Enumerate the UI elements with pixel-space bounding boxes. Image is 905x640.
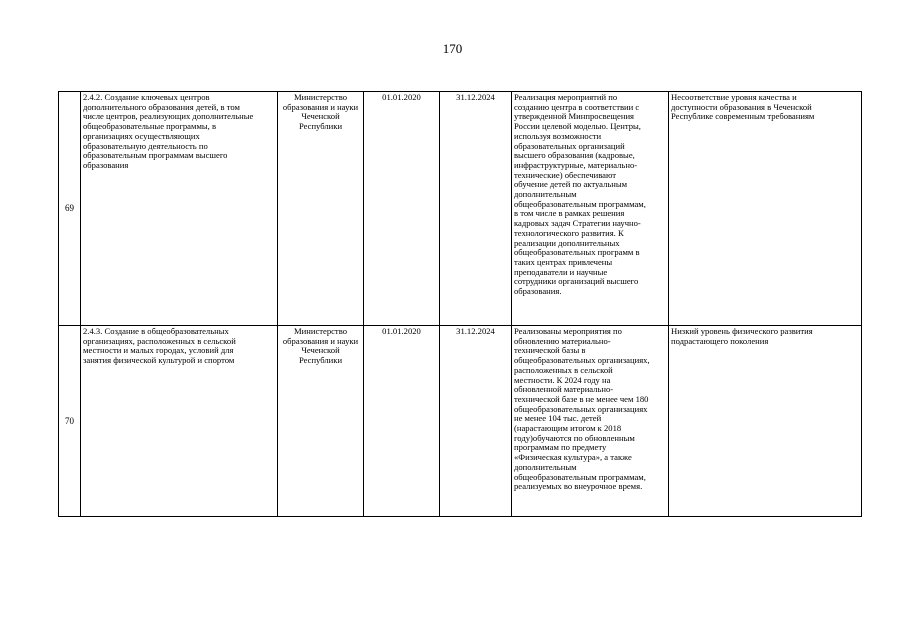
row-number: 70 [59,326,81,517]
executor-cell: Министерство образования и науки Чеченской Республики [278,92,364,326]
start-date-cell: 01.01.2020 [364,92,440,326]
row-number: 69 [59,92,81,326]
consequence-cell: Несоответствие уровня качества и доступности образования в Чеченской Республике современным требованиям [669,92,862,326]
consequence-cell: Низкий уровень физического развития подрастающего поколения [669,326,862,517]
page-number: 170 [442,41,463,56]
table-row [59,92,862,326]
measure-cell: 2.4.2. Создание ключевых центров дополнительного образования детей, в том числе центров, реализующих дополнительные общеобразовательные программы, в организациях осуществляющих образовательную деятельность по образовательным программам высшего образования [81,92,278,326]
measure-cell: 2.4.3. Создание в общеобразовательных организациях, расположенных в сельской местности и малых городах, условий для занятия физической культурой и спортом [81,326,278,517]
end-date-cell: 31.12.2024 [440,92,512,326]
start-date-cell: 01.01.2020 [364,326,440,517]
table-row [59,326,862,517]
result-cell: Реализованы мероприятия по обновлению материально- технической базы в общеобразовательных организациях, расположенных в сельской местности. К 2024 году на обновленной материально- технической базе в не менее чем 180 общеобразовательных организациях не менее 104 тыс. детей (нарастающим итогом к 2018 году)обучаются по обновленным программам по предмету «Физическая культура», а также дополнительным общеобразовательным программам, реализуемых во внеурочное время. [512,326,669,517]
result-cell: Реализация мероприятий по созданию центра в соответствии с утвержденной Минпросвещения России целевой моделью. Центры, используя возможности образовательных организаций высшего образования (кадровые, инфраструктурные, материально- технические) обеспечивают обучение детей по актуальным дополнительным общеобразовательным программам, в том числе в рамках решения кадровых задач Стратегии научно- технологического развития. К реализации дополнительных общеобразовательных программ в таких центрах привлечены преподаватели и научные сотрудники организаций высшего образования. [512,92,669,326]
measures-table [58,91,862,517]
end-date-cell: 31.12.2024 [440,326,512,517]
executor-cell: Министерство образования и науки Чеченской Республики [278,326,364,517]
